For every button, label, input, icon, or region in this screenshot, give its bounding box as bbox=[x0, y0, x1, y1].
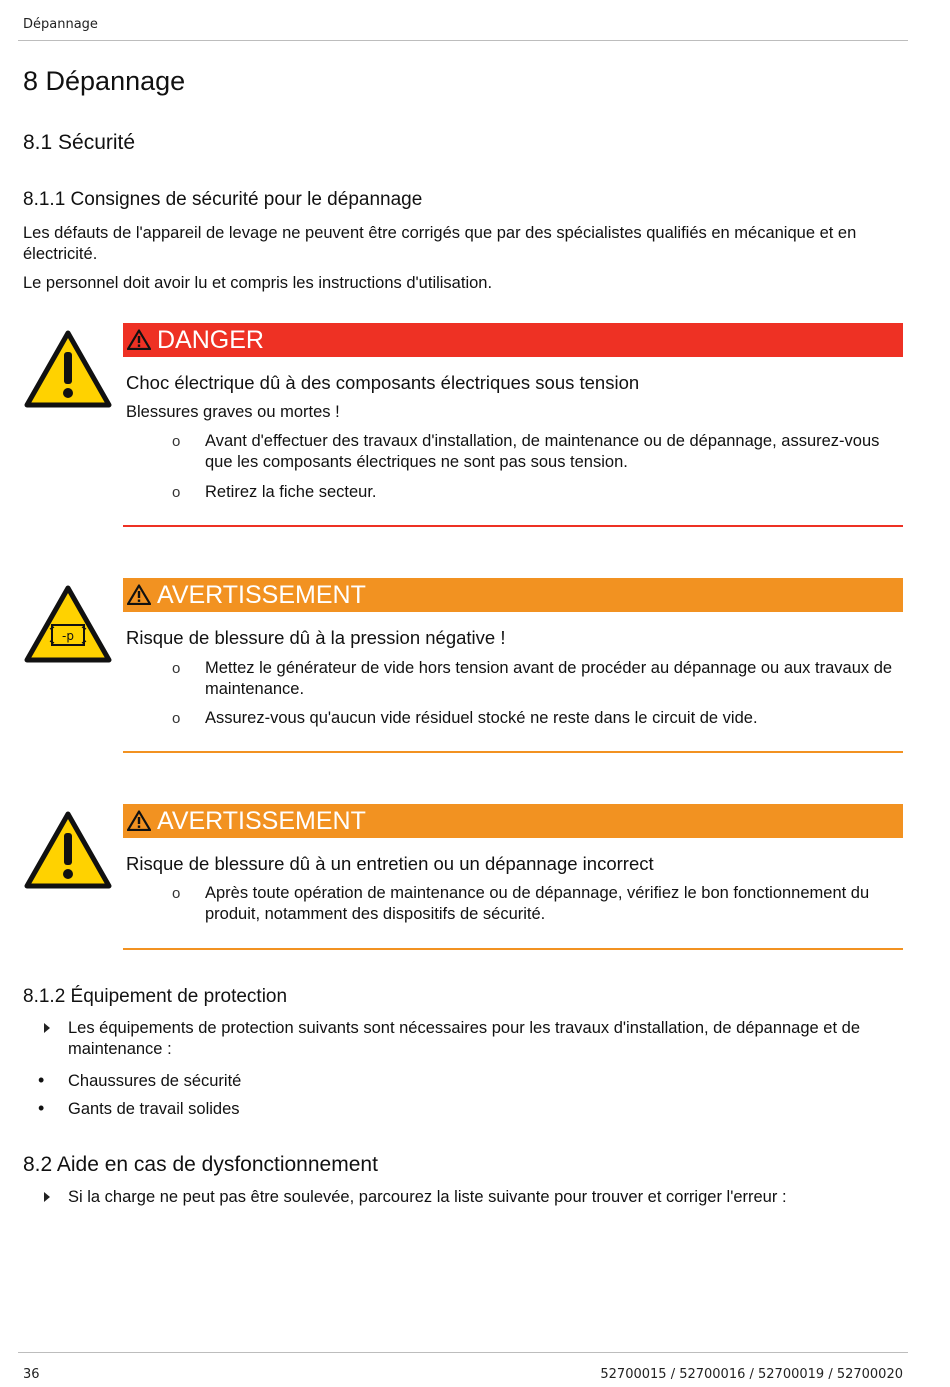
warning-triangle-icon bbox=[127, 810, 151, 831]
hazard-end-rule bbox=[123, 948, 903, 950]
list-bullet: o bbox=[172, 484, 181, 501]
hazard-title: Risque de blessure dû à un entretien ou un dépannage incorrect bbox=[126, 853, 654, 874]
personnel-paragraph: Le personnel doit avoir lu et compris les instructions d'utilisation. bbox=[23, 274, 493, 292]
protection-title: 8.1.2 Équipement de protection bbox=[23, 986, 288, 1007]
danger-banner bbox=[123, 323, 903, 357]
list-bullet: o bbox=[172, 885, 181, 902]
danger-label: DANGER bbox=[157, 326, 264, 354]
intro-paragraph: Les défauts de l'appareil de levage ne peuvent être corrigés que par des spécialistes qualifiés en mécanique et en électricité. bbox=[23, 224, 857, 263]
list-bullet: • bbox=[38, 1070, 45, 1090]
general-warning-icon bbox=[24, 330, 112, 408]
hazard-title: Choc électrique dû à des composants électriques sous tension bbox=[126, 372, 640, 393]
list-bullet: • bbox=[38, 1098, 45, 1118]
list-item: Avant d'effectuer des travaux d'installation, de maintenance ou de dépannage, assurez-vous que les composants électriques ne sont pas sous tension. bbox=[205, 432, 880, 471]
help-title: 8.2 Aide en cas de dysfonctionnement bbox=[23, 1153, 378, 1176]
section-title: 8.1 Sécurité bbox=[23, 131, 136, 154]
hazard-end-rule bbox=[123, 751, 903, 753]
list-item: Après toute opération de maintenance ou de dépannage, vérifiez le bon fonctionnement du produit, notamment des dispositifs de sécurité. bbox=[205, 884, 870, 923]
instruction-text: Si la charge ne peut pas être soulevée, parcourez la liste suivante pour trouver et corriger l'erreur : bbox=[68, 1188, 787, 1206]
hazard-end-rule bbox=[123, 525, 903, 527]
list-item: Gants de travail solides bbox=[68, 1100, 240, 1118]
warning-triangle-icon bbox=[127, 584, 151, 605]
warning-label: AVERTISSEMENT bbox=[157, 807, 366, 835]
header-rule bbox=[18, 40, 908, 41]
article-numbers: 52700015 / 52700016 / 52700019 / 52700020 bbox=[600, 1367, 903, 1382]
warning-label: AVERTISSEMENT bbox=[157, 581, 366, 609]
hazard-title: Risque de blessure dû à la pression négative ! bbox=[126, 627, 506, 648]
chapter-title: 8 Dépannage bbox=[23, 66, 186, 96]
list-item: Chaussures de sécurité bbox=[68, 1072, 242, 1090]
general-warning-icon bbox=[24, 811, 112, 889]
instruction-arrow-icon bbox=[44, 1023, 50, 1033]
instruction-arrow-icon bbox=[44, 1192, 50, 1202]
footer-rule bbox=[18, 1352, 908, 1353]
negative-pressure-symbol: -p bbox=[62, 629, 74, 643]
list-item: Mettez le générateur de vide hors tension avant de procéder au dépannage ou aux travaux de maintenance. bbox=[205, 659, 893, 698]
page-number: 36 bbox=[23, 1367, 40, 1382]
warning-triangle-icon bbox=[127, 329, 151, 350]
running-header: Dépannage bbox=[23, 17, 98, 32]
warning-banner bbox=[123, 804, 903, 838]
list-bullet: o bbox=[172, 710, 181, 727]
negative-pressure-warning-icon bbox=[24, 585, 112, 663]
list-bullet: o bbox=[172, 660, 181, 677]
instruction-text: Les équipements de protection suivants sont nécessaires pour les travaux d'installation, de dépannage et de maintenance : bbox=[68, 1019, 860, 1058]
list-item: Retirez la fiche secteur. bbox=[205, 483, 377, 501]
hazard-subtitle: Blessures graves ou mortes ! bbox=[126, 403, 340, 421]
list-item: Assurez-vous qu'aucun vide résiduel stocké ne reste dans le circuit de vide. bbox=[205, 709, 758, 727]
warning-banner bbox=[123, 578, 903, 612]
subsection-title: 8.1.1 Consignes de sécurité pour le dépannage bbox=[23, 189, 423, 210]
list-bullet: o bbox=[172, 433, 181, 450]
